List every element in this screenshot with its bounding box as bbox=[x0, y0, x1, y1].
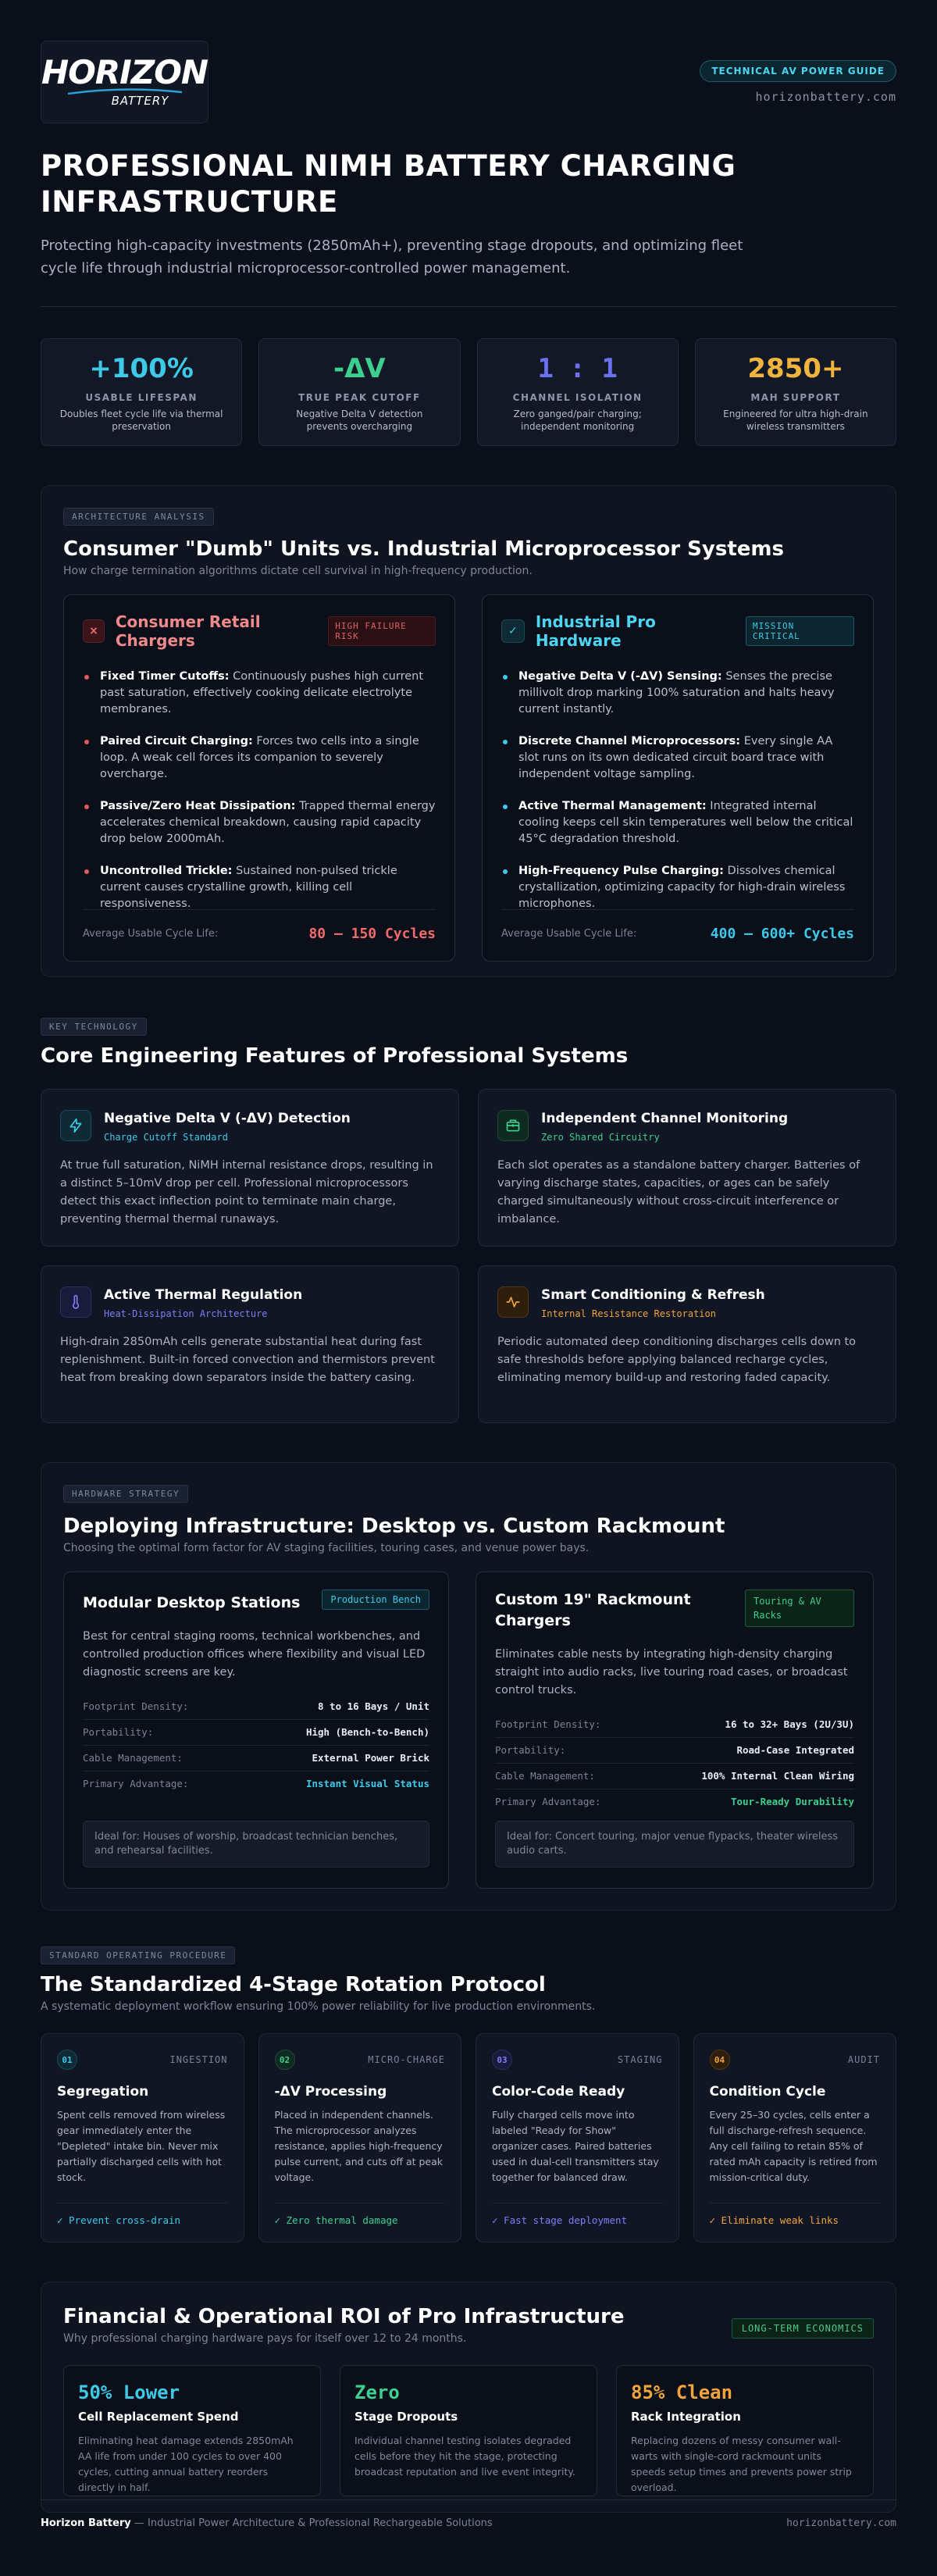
spec-key: Cable Management: bbox=[495, 1770, 595, 1782]
step-kind: STAGING bbox=[617, 2054, 663, 2065]
stat-card bbox=[695, 338, 896, 446]
card-desc: Best for central staging rooms, technical workbenches, and controlled production offices where flexibility and visual LED diagnostic screens are key. bbox=[83, 1630, 426, 1679]
stat-desc: Doubles fleet cycle life via thermal preservation bbox=[59, 409, 223, 432]
desktop-card bbox=[63, 1572, 449, 1889]
list-item bbox=[83, 669, 436, 718]
spec-key: Primary Advantage: bbox=[495, 1796, 601, 1807]
spec-value: External Power Brick bbox=[312, 1752, 429, 1764]
roi-desc: Eliminating heat damage extends 2850mAh AA life from under 100 cycles to over 400 cycles, cutting annual battery reorders directly in half. bbox=[78, 2435, 294, 2493]
protocol-section bbox=[41, 1946, 896, 2242]
card-footer bbox=[83, 909, 436, 942]
feature-desc: Periodic automated deep conditioning discharges cells down to safe thresholds before applying balanced recharge cycles, eliminating memory build-up and restoring faded capacity. bbox=[497, 1336, 857, 1384]
card-header bbox=[83, 1589, 429, 1614]
critical-badge: MISSION CRITICAL bbox=[746, 616, 854, 646]
roi-card bbox=[616, 2365, 874, 2496]
feature-desc: At true full saturation, NiMH internal resistance drops, resulting in a distinct 5–10mV drop per cell. Professional microprocessors detect this exact inflection point to terminate main charge, preventing thermal thermal runaways. bbox=[60, 1159, 433, 1226]
list-item bbox=[501, 863, 854, 912]
step-outcome: ✓ Zero thermal damage bbox=[275, 2203, 446, 2226]
spec-row bbox=[83, 1694, 429, 1720]
stat-value: 1 : 1 bbox=[537, 353, 618, 384]
section-subtitle: A systematic deployment workflow ensuring 100% power reliability for live production environments. bbox=[41, 2000, 596, 2013]
rackmount-card bbox=[476, 1572, 874, 1889]
feature-header bbox=[497, 1286, 877, 1319]
spec-row bbox=[495, 1764, 854, 1789]
briefcase-icon bbox=[497, 1110, 529, 1141]
section-subtitle: How charge termination algorithms dictate cell survival in high-frequency production. bbox=[63, 565, 533, 577]
roi-value: Zero bbox=[354, 2382, 400, 2403]
stat-card bbox=[258, 338, 460, 446]
list-item bbox=[501, 669, 854, 718]
feature-header bbox=[497, 1110, 877, 1143]
list-item bbox=[83, 863, 436, 912]
spec-row bbox=[495, 1789, 854, 1814]
card-footer bbox=[501, 909, 854, 942]
item-text: Sustained non-pulsed trickle current causes crystalline growth, killing cell responsiveness. bbox=[100, 865, 397, 910]
spec-row bbox=[83, 1771, 429, 1796]
guide-badge: TECHNICAL AV POWER GUIDE bbox=[700, 60, 896, 82]
step-desc: Placed in independent channels. The microprocessor analyzes resistance, applies high-frequency pulse current, and cuts off at peak voltage. bbox=[274, 2109, 444, 2183]
feature-card bbox=[41, 1089, 459, 1247]
stat-label: MAH SUPPORT bbox=[750, 392, 841, 403]
item-text: Trapped thermal energy accelerates chemical breakdown, causing rapid capacity drop below 2000mAh. bbox=[100, 800, 436, 845]
site-link[interactable]: horizonbattery.com bbox=[755, 90, 896, 104]
item-text: Dissolves chemical crystallization, optimizing capacity for high-drain wireless microphones. bbox=[518, 865, 846, 910]
step-number: 02 bbox=[275, 2050, 295, 2070]
list-item bbox=[83, 733, 436, 783]
industrial-list bbox=[501, 669, 854, 912]
card-title: Custom 19" Rackmount Chargers bbox=[495, 1591, 691, 1629]
logo-wordmark: HORIZON bbox=[41, 53, 208, 91]
spec-value: Road-Case Integrated bbox=[736, 1744, 854, 1756]
section-title: Deploying Infrastructure: Desktop vs. Custom Rackmount bbox=[63, 1515, 725, 1538]
item-bold: Active Thermal Management: bbox=[518, 800, 707, 812]
spec-row bbox=[83, 1746, 429, 1771]
cycle-life-value: 80 – 150 Cycles bbox=[308, 926, 436, 942]
section-title: Core Engineering Features of Professional Systems bbox=[41, 1044, 629, 1068]
step-desc: Spent cells removed from wireless gear immediately enter the "Depleted" intake bin. Never mix partially discharged cells with hot stock. bbox=[57, 2109, 226, 2183]
item-text: Continuously pushes high current past saturation, effectively cooking delicate electrolyte membranes. bbox=[100, 670, 424, 715]
economics-badge: LONG-TERM ECONOMICS bbox=[732, 2318, 874, 2339]
risk-badge: HIGH FAILURE RISK bbox=[328, 616, 436, 646]
footer-tagline: — Industrial Power Architecture & Professional Rechargeable Solutions bbox=[130, 2517, 493, 2529]
cycle-life-label: Average Usable Cycle Life: bbox=[83, 928, 219, 940]
spec-key: Footprint Density: bbox=[83, 1700, 189, 1712]
stat-label: TRUE PEAK CUTOFF bbox=[298, 392, 421, 403]
check-icon: ✓ bbox=[501, 619, 525, 643]
spec-value: High (Bench-to-Bench) bbox=[305, 1726, 429, 1738]
section-title: Financial & Operational ROI of Pro Infrastructure bbox=[63, 2305, 625, 2328]
step-title: Color-Code Ready bbox=[492, 2084, 625, 2100]
header bbox=[41, 41, 896, 123]
footer-left bbox=[41, 2517, 493, 2529]
card-header bbox=[495, 1589, 854, 1632]
feature-card bbox=[478, 1089, 896, 1247]
cycle-life-label: Average Usable Cycle Life: bbox=[501, 928, 637, 940]
section-tag: ARCHITECTURE ANALYSIS bbox=[63, 508, 214, 526]
item-text: Senses the precise millivolt drop marking 100% saturation and halts heavy current instantly. bbox=[518, 670, 835, 715]
step-title: Segregation bbox=[57, 2084, 149, 2100]
roi-title: Cell Replacement Spend bbox=[78, 2410, 239, 2424]
footer-brand: Horizon Battery bbox=[41, 2517, 131, 2529]
step-kind: INGESTION bbox=[169, 2054, 228, 2065]
item-bold: Passive/Zero Heat Dissipation: bbox=[100, 800, 296, 812]
features-section bbox=[41, 1018, 896, 1423]
page-title: PROFESSIONAL NIMH BATTERY CHARGING INFRASTRUCTURE bbox=[41, 149, 736, 219]
stat-label: CHANNEL ISOLATION bbox=[512, 392, 643, 403]
item-text: Every single AA slot runs on its own dedicated circuit board trace with independent voltage sampling. bbox=[518, 735, 833, 780]
item-bold: Fixed Timer Cutoffs: bbox=[100, 670, 230, 683]
stat-label: USABLE LIFESPAN bbox=[85, 392, 198, 403]
feature-header bbox=[60, 1110, 440, 1143]
roi-card bbox=[63, 2365, 321, 2496]
card-header bbox=[83, 612, 436, 650]
cycle-life-value: 400 – 600+ Cycles bbox=[710, 926, 854, 942]
spec-key: Portability: bbox=[495, 1744, 566, 1756]
header-right bbox=[700, 41, 896, 104]
spec-value: 8 to 16 Bays / Unit bbox=[318, 1700, 429, 1712]
roi-title: Stage Dropouts bbox=[354, 2410, 458, 2424]
features-grid bbox=[41, 1089, 896, 1423]
roi-section bbox=[41, 2282, 896, 2513]
step-desc: Fully charged cells move into labeled "Ready for Show" organizer cases. Paired batteries used in dual-cell transmitters stay together for balanced draw. bbox=[492, 2109, 659, 2183]
feature-title: Independent Channel Monitoring bbox=[541, 1111, 789, 1126]
feature-subtitle: Charge Cutoff Standard bbox=[104, 1132, 228, 1143]
roi-title: Rack Integration bbox=[631, 2410, 741, 2424]
roi-desc: Replacing dozens of messy consumer wall-warts with single-cord rackmount units speeds setup times and prevents power strip overload. bbox=[631, 2435, 852, 2493]
page-subtitle: Protecting high-capacity investments (2850mAh+), preventing stage dropouts, and optimizing fleet cycle life through industrial microprocessor-controlled power management. bbox=[41, 237, 743, 277]
section-subtitle: Choosing the optimal form factor for AV staging facilities, touring cases, and venue power bays. bbox=[63, 1542, 590, 1554]
card-title: Modular Desktop Stations bbox=[83, 1594, 301, 1611]
step-card bbox=[693, 2033, 897, 2242]
consumer-card bbox=[63, 594, 455, 962]
feature-subtitle: Heat-Dissipation Architecture bbox=[104, 1308, 268, 1319]
roi-value: 50% Lower bbox=[78, 2382, 180, 2403]
ideal-note: Ideal for: Concert touring, major venue flypacks, theater wireless audio carts. bbox=[495, 1821, 854, 1868]
stat-value: 2850+ bbox=[747, 353, 844, 384]
list-item bbox=[501, 733, 854, 783]
divider bbox=[41, 306, 896, 307]
item-bold: High-Frequency Pulse Charging: bbox=[518, 865, 724, 877]
spec-value: 16 to 32+ Bays (2U/3U) bbox=[725, 1718, 854, 1730]
spec-key: Footprint Density: bbox=[495, 1718, 601, 1730]
thermometer-icon bbox=[60, 1286, 91, 1318]
spec-value: Instant Visual Status bbox=[305, 1778, 429, 1789]
step-number: 04 bbox=[710, 2050, 730, 2070]
comparison bbox=[63, 594, 874, 962]
feature-subtitle: Internal Resistance Restoration bbox=[541, 1308, 716, 1319]
section-tag: KEY TECHNOLOGY bbox=[41, 1018, 147, 1036]
roi-desc: Individual channel testing isolates degraded cells before they hit the stage, protecting broadcast reputation and live event integrity. bbox=[354, 2435, 575, 2478]
spec-key: Cable Management: bbox=[83, 1752, 183, 1764]
section-subtitle: Why professional charging hardware pays for itself over 12 to 24 months. bbox=[63, 2332, 467, 2345]
step-number: 01 bbox=[57, 2050, 77, 2070]
production-badge: Production Bench bbox=[322, 1589, 429, 1610]
close-icon: × bbox=[83, 619, 105, 643]
feature-header bbox=[60, 1286, 440, 1319]
item-text: Integrated internal cooling keeps cell skin temperatures well below the critical 45°C degradation threshold. bbox=[518, 800, 853, 845]
spec-value: 100% Internal Clean Wiring bbox=[701, 1770, 854, 1782]
spec-value: Tour-Ready Durability bbox=[730, 1796, 854, 1807]
footer bbox=[41, 2499, 896, 2529]
stats-row bbox=[41, 338, 896, 446]
step-outcome: ✓ Eliminate weak links bbox=[710, 2203, 881, 2226]
feature-desc: High-drain 2850mAh cells generate substantial heat during fast replenishment. Built-in forced convection and thermistors prevent heat from breaking down separators inside the battery casing. bbox=[60, 1336, 435, 1384]
step-kind: AUDIT bbox=[847, 2054, 880, 2065]
spec-table bbox=[495, 1712, 854, 1814]
steps-row bbox=[41, 2033, 896, 2242]
step-title: -ΔV Processing bbox=[274, 2084, 387, 2100]
logo-subtext: BATTERY bbox=[111, 94, 169, 108]
feature-title: Negative Delta V (-ΔV) Detection bbox=[104, 1111, 351, 1126]
feature-card bbox=[478, 1265, 896, 1423]
spec-key: Portability: bbox=[83, 1726, 154, 1738]
item-bold: Negative Delta V (-ΔV) Sensing: bbox=[518, 670, 722, 683]
roi-grid bbox=[63, 2365, 874, 2496]
stat-value: +100% bbox=[89, 353, 194, 384]
step-desc: Every 25–30 cycles, cells enter a full discharge-refresh sequence. Any cell failing to retain 85% of rated mAh capacity is retired from mission-critical duty. bbox=[709, 2109, 878, 2183]
item-text: Forces two cells into a single loop. A weak cell forces its companion to severely overcharge. bbox=[100, 735, 419, 780]
industrial-card bbox=[482, 594, 874, 962]
step-title: Condition Cycle bbox=[709, 2084, 826, 2100]
logo[interactable] bbox=[41, 41, 208, 123]
step-kind: MICRO-CHARGE bbox=[368, 2054, 445, 2065]
deploy-options bbox=[63, 1572, 874, 1889]
spec-key: Primary Advantage: bbox=[83, 1778, 189, 1789]
card-title: Consumer Retail Chargers bbox=[115, 612, 261, 650]
step-number: 03 bbox=[492, 2050, 512, 2070]
list-item bbox=[501, 798, 854, 847]
step-card bbox=[258, 2033, 462, 2242]
step-outcome: ✓ Fast stage deployment bbox=[492, 2203, 663, 2226]
feature-desc: Each slot operates as a standalone battery charger. Batteries of varying discharge states, capacities, or ages can be safely charged simultaneously without cross-circuit interference or imbalance. bbox=[497, 1159, 860, 1226]
step-outcome: ✓ Prevent cross-drain bbox=[57, 2203, 228, 2226]
spec-table bbox=[83, 1694, 429, 1796]
feature-card bbox=[41, 1265, 459, 1423]
roi-header bbox=[63, 2304, 874, 2345]
step-card bbox=[476, 2033, 679, 2242]
stat-desc: Engineered for ultra high-drain wireless transmitters bbox=[723, 409, 868, 432]
feature-subtitle: Zero Shared Circuitry bbox=[541, 1132, 660, 1143]
bolt-icon bbox=[60, 1110, 91, 1141]
list-item bbox=[83, 798, 436, 847]
section-tag: STANDARD OPERATING PROCEDURE bbox=[41, 1946, 235, 1964]
deploy-section bbox=[41, 1462, 896, 1911]
card-title: Industrial Pro Hardware bbox=[535, 612, 656, 650]
stat-desc: Zero ganged/pair charging; independent monitoring bbox=[513, 409, 642, 432]
stat-desc: Negative Delta V detection prevents overcharging bbox=[296, 409, 423, 432]
card-desc: Eliminates cable nests by integrating high-density charging straight into audio racks, live touring road cases, or broadcast control trucks. bbox=[495, 1648, 848, 1697]
roi-value: 85% Clean bbox=[631, 2382, 733, 2403]
stat-value: -ΔV bbox=[333, 353, 386, 384]
footer-site-link[interactable]: horizonbattery.com bbox=[786, 2517, 896, 2529]
feature-title: Active Thermal Regulation bbox=[104, 1287, 303, 1303]
item-bold: Paired Circuit Charging: bbox=[100, 735, 253, 747]
roi-card bbox=[340, 2365, 597, 2496]
spec-row bbox=[495, 1712, 854, 1738]
architecture-section bbox=[41, 485, 896, 977]
pulse-icon bbox=[497, 1286, 529, 1318]
section-title: Consumer "Dumb" Units vs. Industrial Microprocessor Systems bbox=[63, 537, 784, 561]
item-bold: Discrete Channel Microprocessors: bbox=[518, 735, 741, 747]
section-title: The Standardized 4-Stage Rotation Protocol bbox=[41, 1973, 546, 1996]
touring-badge: Touring & AV Racks bbox=[745, 1589, 854, 1627]
section-tag: HARDWARE STRATEGY bbox=[63, 1485, 188, 1503]
spec-row bbox=[83, 1720, 429, 1746]
spec-row bbox=[495, 1738, 854, 1764]
stat-card bbox=[477, 338, 679, 446]
consumer-list bbox=[83, 669, 436, 912]
feature-title: Smart Conditioning & Refresh bbox=[541, 1287, 765, 1303]
ideal-note: Ideal for: Houses of worship, broadcast technician benches, and rehearsal facilities. bbox=[83, 1821, 429, 1868]
step-card bbox=[41, 2033, 244, 2242]
card-header bbox=[501, 612, 854, 650]
item-bold: Uncontrolled Trickle: bbox=[100, 865, 233, 877]
stat-card bbox=[41, 338, 242, 446]
